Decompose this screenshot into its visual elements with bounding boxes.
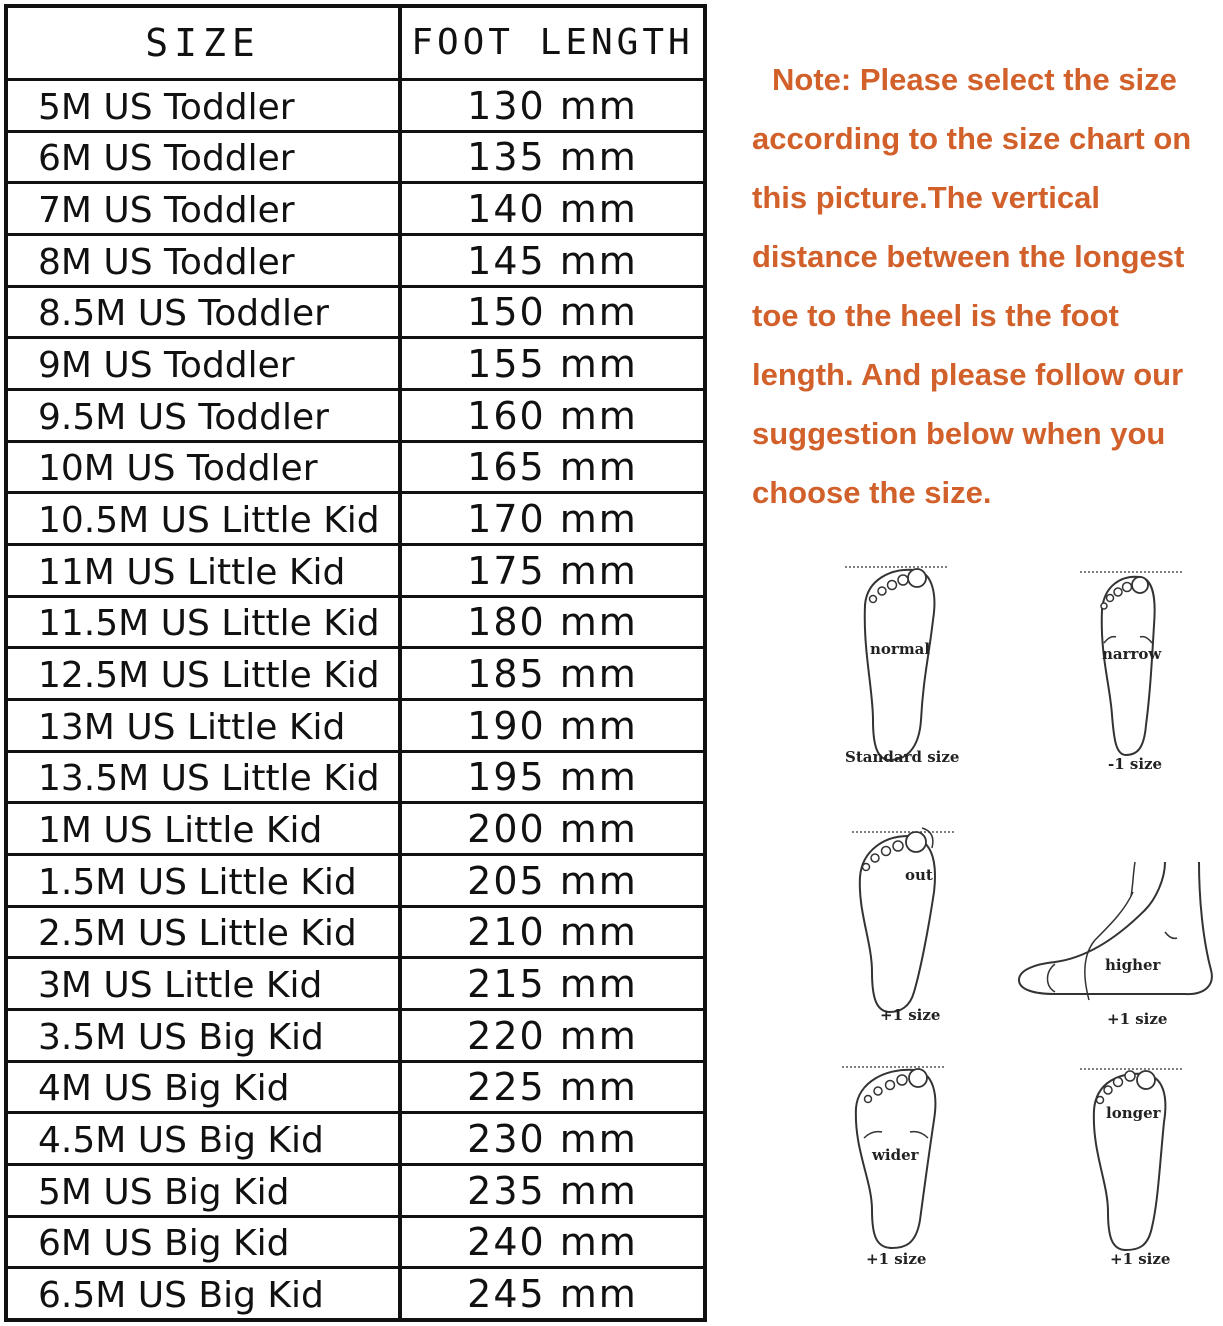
foot-length-cell: 170 mm (467, 497, 638, 542)
size-cell: 3M US Little Kid (8, 959, 402, 1008)
wider-foot-illustration (842, 1060, 952, 1270)
higher-caption: +1 size (1107, 1010, 1168, 1028)
note-line: suggestion below when you (752, 416, 1166, 451)
size-cell: 3.5M US Big Kid (8, 1011, 402, 1060)
size-cell: 6.5M US Big Kid (8, 1269, 402, 1318)
note-line: distance between the longest (752, 239, 1185, 274)
normal-caption: Standard size (845, 748, 960, 766)
table-row (8, 753, 703, 805)
size-cell: 6M US Toddler (8, 133, 402, 182)
table-row (8, 546, 703, 598)
foot-length-cell: 140 mm (467, 187, 638, 232)
size-cell: 5M US Toddler (8, 81, 402, 130)
note-line: toe to the heel is the foot (752, 298, 1119, 333)
foot-length-cell: 165 mm (467, 445, 638, 490)
size-chart-table (4, 4, 707, 1322)
foot-length-cell: 225 mm (467, 1065, 638, 1110)
normal-foot-illustration (845, 560, 960, 780)
foot-length-cell: 130 mm (467, 83, 638, 128)
out-foot-icon (850, 822, 960, 1032)
foot-length-cell: 210 mm (467, 910, 638, 955)
table-row (8, 701, 703, 753)
longer-foot-icon (1080, 1062, 1190, 1272)
wider-label: wider (872, 1146, 919, 1164)
table-row (8, 443, 703, 495)
table-row (8, 1011, 703, 1063)
size-cell: 1M US Little Kid (8, 804, 402, 853)
size-cell: 2.5M US Little Kid (8, 908, 402, 957)
size-cell: 11M US Little Kid (8, 546, 402, 595)
table-row (8, 288, 703, 340)
size-cell: 7M US Toddler (8, 184, 402, 233)
foot-length-cell: 155 mm (467, 342, 638, 387)
out-foot-illustration (850, 822, 960, 1032)
table-row (8, 1063, 703, 1115)
size-cell: 4M US Big Kid (8, 1063, 402, 1112)
wider-caption: +1 size (866, 1250, 927, 1268)
size-cell: 13.5M US Little Kid (8, 753, 402, 802)
foot-length-cell: 195 mm (467, 755, 638, 800)
foot-length-cell: 240 mm (467, 1220, 638, 1265)
table-row (8, 1218, 703, 1270)
foot-length-cell: 150 mm (467, 290, 638, 335)
table-header-row (8, 8, 703, 81)
foot-length-cell: 175 mm (467, 548, 638, 593)
wider-foot-icon (842, 1060, 952, 1270)
foot-length-cell: 215 mm (467, 962, 638, 1007)
normal-label: normal (870, 640, 931, 658)
foot-length-cell: 235 mm (467, 1168, 638, 1213)
table-row (8, 133, 703, 185)
table-row (8, 959, 703, 1011)
out-caption: +1 size (880, 1006, 941, 1024)
foot-length-cell: 190 mm (467, 703, 638, 748)
narrow-foot-illustration (1080, 565, 1190, 775)
foot-length-cell: 200 mm (467, 807, 638, 852)
table-row (8, 1166, 703, 1218)
size-cell: 13M US Little Kid (8, 701, 402, 750)
size-cell: 10.5M US Little Kid (8, 494, 402, 543)
table-row (8, 856, 703, 908)
note-line: this picture.The vertical (752, 180, 1100, 215)
foot-length-cell: 245 mm (467, 1272, 638, 1317)
out-label: out (905, 866, 933, 884)
size-cell: 1.5M US Little Kid (8, 856, 402, 905)
table-row (8, 184, 703, 236)
note-line: choose the size. (752, 475, 992, 510)
foot-length-cell: 135 mm (467, 135, 638, 180)
table-row (8, 908, 703, 960)
table-row (8, 1114, 703, 1166)
note-line: length. And please follow our (752, 357, 1184, 392)
higher-foot-illustration (1015, 860, 1220, 1028)
higher-label: higher (1105, 956, 1161, 974)
size-cell: 9.5M US Toddler (8, 391, 402, 440)
size-cell: 4.5M US Big Kid (8, 1114, 402, 1163)
size-selection-note (752, 50, 1223, 522)
foot-length-cell: 230 mm (467, 1117, 638, 1162)
foot-length-cell: 185 mm (467, 652, 638, 697)
table-row (8, 804, 703, 856)
size-cell: 12.5M US Little Kid (8, 649, 402, 698)
size-cell: 6M US Big Kid (8, 1218, 402, 1267)
size-cell: 8.5M US Toddler (8, 288, 402, 337)
foot-length-cell: 160 mm (467, 393, 638, 438)
size-cell: 11.5M US Little Kid (8, 598, 402, 647)
size-cell: 8M US Toddler (8, 236, 402, 285)
size-column-header: SIZE (8, 8, 402, 78)
size-cell: 10M US Toddler (8, 443, 402, 492)
longer-foot-illustration (1080, 1062, 1190, 1272)
higher-foot-icon (1015, 860, 1220, 1010)
table-row (8, 81, 703, 133)
longer-label: longer (1106, 1104, 1161, 1122)
table-row (8, 649, 703, 701)
table-row (8, 391, 703, 443)
note-line: according to the size chart on (752, 121, 1192, 156)
foot-length-cell: 205 mm (467, 858, 638, 903)
longer-caption: +1 size (1110, 1250, 1171, 1268)
table-row (8, 339, 703, 391)
foot-length-cell: 220 mm (467, 1013, 638, 1058)
narrow-foot-icon (1080, 565, 1190, 775)
size-cell: 5M US Big Kid (8, 1166, 402, 1215)
size-cell: 9M US Toddler (8, 339, 402, 388)
note-line: Note: Please select the size (772, 62, 1177, 97)
narrow-caption: -1 size (1108, 755, 1163, 773)
foot-length-column-header: FOOT LENGTH (411, 21, 694, 63)
normal-foot-icon (845, 560, 955, 780)
foot-length-cell: 145 mm (467, 238, 638, 283)
table-row (8, 236, 703, 288)
table-row (8, 1269, 703, 1318)
table-row (8, 494, 703, 546)
table-row (8, 598, 703, 650)
narrow-label: narrow (1102, 645, 1162, 663)
foot-length-cell: 180 mm (467, 600, 638, 645)
